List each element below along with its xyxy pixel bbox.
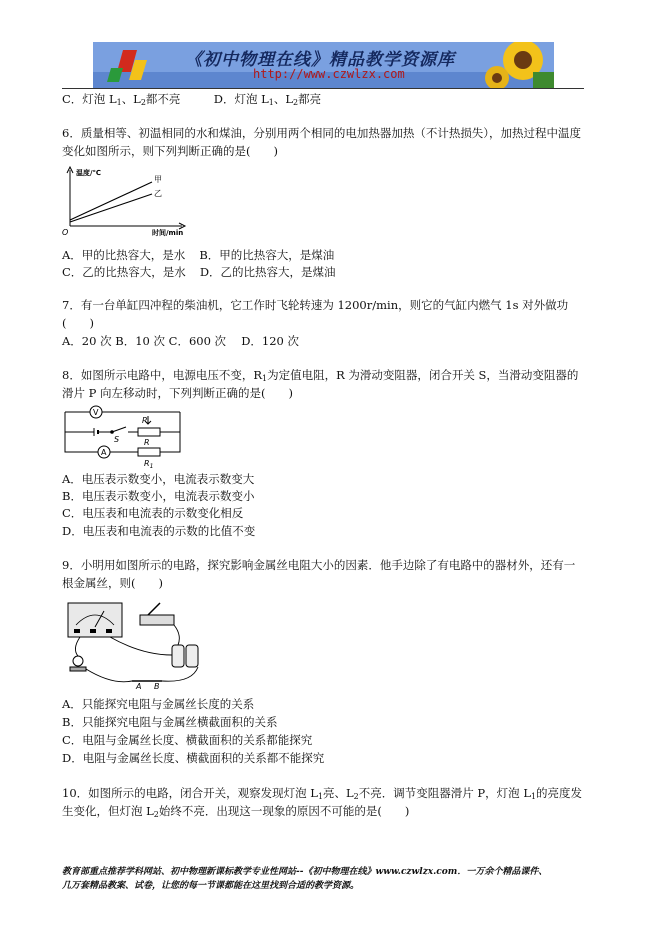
q9-opt-a[interactable]: A．只能探究电阻与金属丝长度的关系 [62,697,255,711]
chart-xlabel: 时间/min [152,229,184,237]
q10-line1: 10．如图所示的电路，闭合开关，观察发现灯泡 $L_1$亮、$L_2$不亮．调节变阻器滑片 P，灯泡 $L_1$的亮度发 [62,786,583,801]
footer-line2: 几万套精品教案、试卷，让您的每一节课都能在这里找到合适的教学资源。 [62,881,360,891]
q7-line2: ( ) [62,316,94,330]
svg-text:V: V [93,408,99,417]
q8-opt-c[interactable]: C．电压表和电流表的示数变化相反 [62,506,244,520]
chart-ylabel: 温度/℃ [76,169,102,177]
q8-line2: 滑片 P 向左移动时，下列判断正确的是( ) [62,386,294,400]
q9-apparatus-diagram [62,595,212,691]
q8-line1: 8．如图所示电路中，电源电压不变，$R_1$为定值电阻，R 为滑动变阻器，闭合开关 S，当滑动变阻器的 [62,368,579,383]
q6-opt-a[interactable]: A．甲的比热容大，是水 [62,248,186,262]
line-yi [70,194,152,222]
q6-line1: 6．质量相等、初温相同的水和煤油，分别用两个相同的电加热器加热（不计热损失），加热过程中温度 [62,126,582,140]
banner-url[interactable]: http://www.czwlzx.com [253,67,405,81]
q6-opt-d[interactable]: D．乙的比热容大，是煤油 [199,265,336,279]
q10-line2: 生变化，但灯泡 $L_2$始终不亮．出现这一现象的原因不可能的是( ) [62,804,410,819]
q6-temperature-chart [62,164,202,238]
bulb-icon [70,656,86,671]
label-yi: 乙 [154,189,162,198]
q6-opt-c[interactable]: C．乙的比热容大，是水 [62,265,186,279]
prev-question-options: C．灯泡 $L_1$、$L_2$都不亮 D．灯泡 $L_1$、$L_2$都亮 [62,92,322,107]
svg-text:A: A [101,448,107,457]
q8-opt-d[interactable]: D．电压表和电流表的示数的比值不变 [62,524,256,538]
svg-text:S: S [114,435,120,444]
header-divider [62,88,584,89]
q6-options-cd [62,265,336,280]
q6-line2: 变化如图所示，则下列判断正确的是( ) [62,144,278,158]
battery-icon [172,645,198,667]
banner-title: 《初中物理在线》精品教学资源库 [185,50,455,70]
switch-icon [140,603,174,625]
terminal-b-label: B [154,682,160,691]
q9-opt-c[interactable]: C．电阻与金属丝长度、横截面积的关系都能探究 [62,733,313,747]
q9-opt-d[interactable]: D．电阻与金属丝长度、横截面积的关系都不能探究 [62,751,325,765]
q9-opt-b[interactable]: B．只能探究电阻与金属丝横截面积的关系 [62,715,278,729]
q9-line2: 根金属丝，则( ) [62,576,163,590]
label-jia: 甲 [154,175,162,184]
q8-opt-a[interactable]: A．电压表示数变小，电流表示数变大 [62,472,255,486]
line-jia [70,182,152,220]
footer-line1: 教育部重点推荐学科网站、初中物理新课标教学专业性网站--《初中物理在线》www.czwlzx.com．一万余个精品课件、 [62,867,548,877]
svg-text:R: R [144,438,150,447]
q8-circuit-diagram [62,402,186,470]
header-banner [93,42,554,88]
q8-opt-b[interactable]: B．电压表示数变小，电流表示数变小 [62,489,255,503]
svg-text:P: P [142,416,147,425]
q9-line1: 9．小明用如图所示的电路，探究影响金属丝电阻大小的因素．他手边除了有电路中的器材外，还有一 [62,558,576,572]
terminal-a-label: A [136,682,142,691]
q6-options-ab [62,248,334,263]
chart-origin: O [62,228,69,237]
q6-opt-b[interactable]: B．甲的比热容大，是煤油 [199,248,335,262]
meter-icon [68,603,122,637]
svg-text:R1: $R_1$ [144,459,154,470]
q7-options[interactable]: A．20 次 B．10 次 C．600 次 D．120 次 [62,334,300,348]
q7-line1: 7．有一台单缸四冲程的柴油机，它工作时飞轮转速为 1200r/min，则它的气缸内燃气 1s 对外做功 [62,298,569,312]
